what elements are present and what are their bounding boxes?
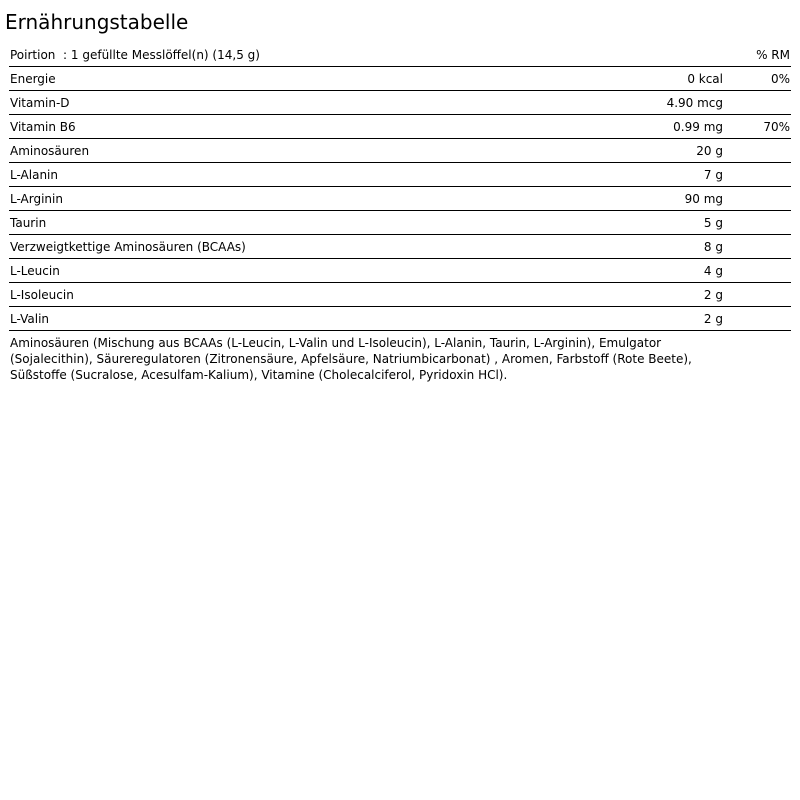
nutrient-name: Vitamin-D bbox=[10, 96, 70, 110]
nutrient-amount: 7 g bbox=[703, 168, 723, 182]
nutrient-amount: 20 g bbox=[696, 144, 723, 158]
ingredients-text: Aminosäuren (Mischung aus BCAAs (L-Leucin, L-Valin und L-Isoleucin), L-Alanin, Taurin, L-Arginin), Emulgator (Sojalecithin), Säureregulatoren (Zitronensäure, Apfelsäure, Natriumbicarbonat) , Aromen, Farbstoff (Rote Beete), Süßstoffe (Sucralose, Acesulfam-Kalium), Vitamine (Cholecalciferol, Pyridoxin HCl). bbox=[10, 336, 692, 382]
nutrient-amount: 4 g bbox=[703, 264, 723, 278]
nutrient-name: Energie bbox=[10, 72, 56, 86]
table-row bbox=[9, 115, 791, 139]
table-row bbox=[9, 259, 791, 283]
nutrition-table bbox=[9, 43, 791, 331]
nutrient-amount: 90 mg bbox=[684, 192, 723, 206]
nutrient-amount: 2 g bbox=[703, 312, 723, 326]
page-title: Ernährungstabelle bbox=[5, 10, 189, 34]
nutrient-name: L-Leucin bbox=[10, 264, 60, 278]
table-row bbox=[9, 163, 791, 187]
nutrient-amount: 2 g bbox=[703, 288, 723, 302]
nutrient-amount: 4.90 mcg bbox=[666, 96, 723, 110]
table-row bbox=[9, 187, 791, 211]
table-header-row bbox=[9, 43, 791, 67]
nutrient-amount: 5 g bbox=[703, 216, 723, 230]
nutrient-amount: 0.99 mg bbox=[673, 120, 723, 134]
nutrient-rm: 70% bbox=[763, 120, 790, 134]
nutrient-name: Vitamin B6 bbox=[10, 120, 76, 134]
nutrient-name: Taurin bbox=[10, 216, 47, 230]
table-row bbox=[9, 235, 791, 259]
nutrient-amount: 0 kcal bbox=[687, 72, 723, 86]
table-row bbox=[9, 307, 791, 331]
table-row bbox=[9, 139, 791, 163]
nutrient-name: L-Valin bbox=[10, 312, 50, 326]
nutrient-name: Verzweigtkettige Aminosäuren (BCAAs) bbox=[10, 240, 246, 254]
table-body bbox=[9, 67, 791, 331]
nutrient-name: Aminosäuren bbox=[10, 144, 90, 158]
portion-label: Poirtion : 1 gefüllte Messlöffel(n) (14,5 g) bbox=[10, 48, 260, 62]
table-row bbox=[9, 91, 791, 115]
nutrient-name: L-Isoleucin bbox=[10, 288, 74, 302]
table-row bbox=[9, 211, 791, 235]
nutrient-rm: 0% bbox=[770, 72, 790, 86]
nutrient-name: L-Alanin bbox=[10, 168, 58, 182]
table-row bbox=[9, 67, 791, 91]
nutrient-name: L-Arginin bbox=[10, 192, 63, 206]
nutrient-amount: 8 g bbox=[703, 240, 723, 254]
table-row bbox=[9, 283, 791, 307]
rm-column-header: % RM bbox=[756, 48, 790, 62]
